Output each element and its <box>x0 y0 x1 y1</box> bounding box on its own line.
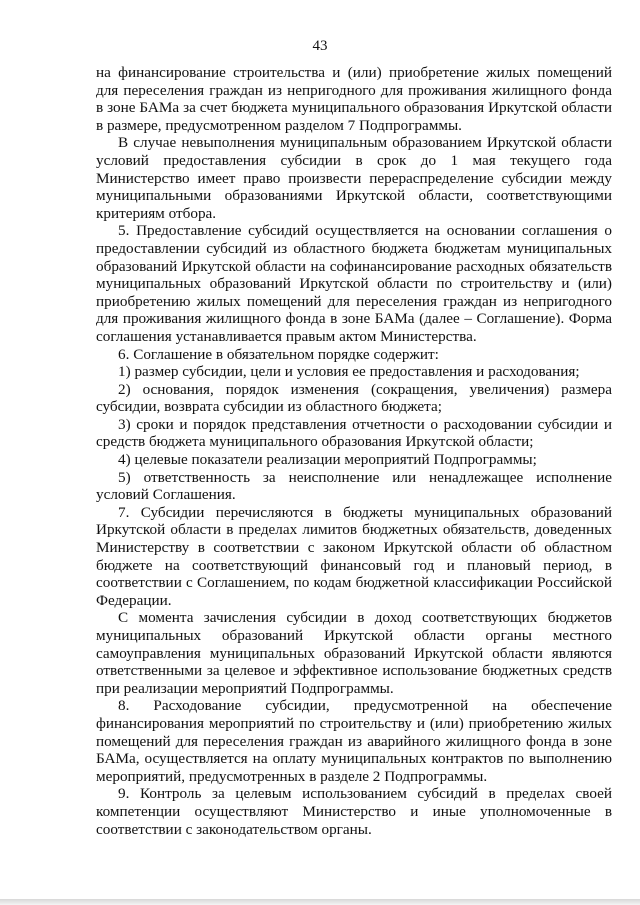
paragraph-continuation: на финансирование строительства и (или) приобретение жилых помещений для переселения граждан из непригодного для проживания жилищного фонда в зоне БАМа за счет бюджета муниципального образования Иркутской области в размере, предусмотренном разделом 7 Подпрограммы. <box>96 64 612 134</box>
paragraph-redistribution: В случае невыполнения муниципальным образованием Иркутской области условий предоставления субсидии в срок до 1 мая текущего года Министерство имеет право произвести перераспределение субсидии между муниципальными образованиями Иркутской области, соответствующими критериям отбора. <box>96 134 612 222</box>
page-number: 43 <box>312 38 328 54</box>
document-body <box>96 64 612 838</box>
list-item-5: 5) ответственность за неисполнение или ненадлежащее исполнение условий Соглашения. <box>96 468 612 504</box>
list-item-3: 3) сроки и порядок представления отчетности о расходовании субсидии и средств бюджета муниципального образования Иркутской области; <box>96 415 612 451</box>
paragraph-item-7: 7. Субсидии перечисляются в бюджеты муниципальных образований Иркутской области в пределах лимитов бюджетных обязательств, доведенных Министерству в соответствии с законом Иркутской области об областном бюджете на соответствующий финансовый год и плановый период, в соответствии с Соглашением, по кодам бюджетной классификации Российской Федерации. <box>96 503 612 609</box>
scan-bottom-edge <box>0 899 640 905</box>
paragraph-item-8: 8. Расходование субсидии, предусмотренной на обеспечение финансирования мероприятий по строительству и (или) приобретению жилых помещений для переселения граждан из аварийного жилищного фонда в зоне БАМа, осуществляется на оплату муниципальных контрактов по выполнению мероприятий, предусмотренных в разделе 2 Подпрограммы. <box>96 697 612 785</box>
paragraph-item-6: 6. Соглашение в обязательном порядке содержит: <box>118 345 439 363</box>
list-item-1: 1) размер субсидии, цели и условия ее предоставления и расходования; <box>118 363 580 381</box>
paragraph-item-5: 5. Предоставление субсидий осуществляется на основании соглашения о предоставлении субсидий из областного бюджета бюджетам муниципальных образований Иркутской области на софинансирование расходных обязательств муниципальных образований Иркутской области по строительству и (или) приобретению жилых помещений для переселения граждан из непригодного для проживания жилищного фонда в зоне БАМа (далее – Соглашение). Форма соглашения устанавливается правым актом Министерства. <box>96 222 612 345</box>
paragraph-item-9: 9. Контроль за целевым использованием субсидий в пределах своей компетенции осуществляют Министерство и иные уполномоченные в соответствии с законодательством органы. <box>96 785 612 838</box>
list-item-4: 4) целевые показатели реализации мероприятий Подпрограммы; <box>118 451 537 469</box>
list-item-2: 2) основания, порядок изменения (сокращения, увеличения) размера субсидии, возврата субсидии из областного бюджета; <box>96 380 612 416</box>
paragraph-crediting: С момента зачисления субсидии в доход соответствующих бюджетов муниципальных образований Иркутской области органы местного самоуправления муниципальных образований Иркутской области являются ответственными за целевое и эффективное использование бюджетных средств при реализации мероприятий Подпрограммы. <box>96 609 612 697</box>
